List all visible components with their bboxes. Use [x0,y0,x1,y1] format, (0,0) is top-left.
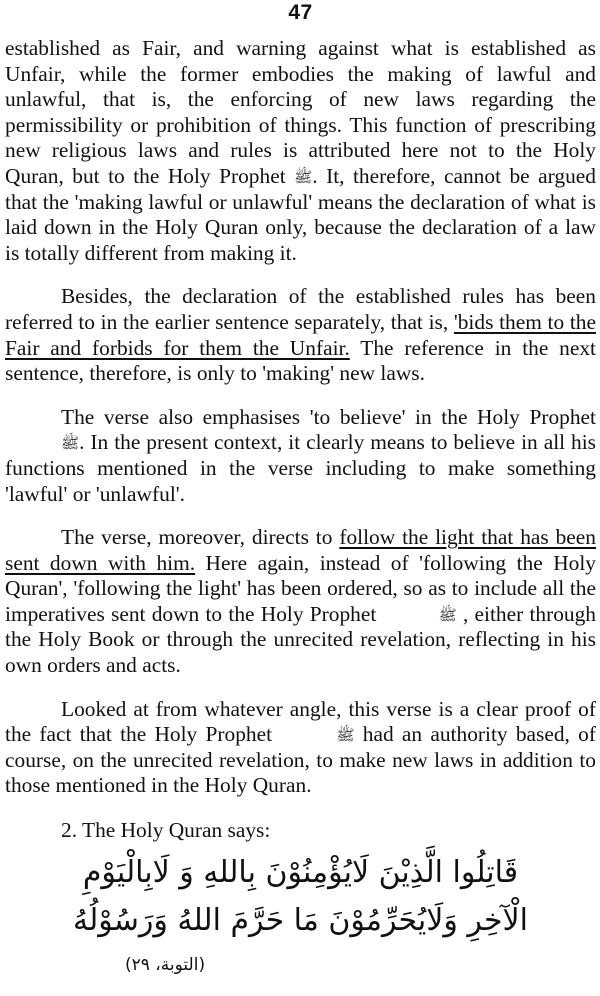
pbuh-glyph: ﷺ [294,167,313,186]
arabic-verse-line-2: الْآخِرِ وَلَايُحَرِّمُوْنَ مَا حَرَّمَ اللهُ وَرَسُوْلُهُ [73,903,528,939]
paragraph-5-text-b: had an authority based, of course, on the unrecited revelation, to make new laws in addition to those mentioned in the Holy Quran. [5,722,596,798]
arabic-verse-line-1: قَاتِلُوا الَّذِيْنَ لَايُؤْمِنُوْنَ بِاللهِ وَ لَابِالْيَوْمِ [82,855,519,891]
pbuh-glyph: ﷺ [336,726,355,745]
paragraph-1-text-a: established as Fair, and warning against what is established as Unfair, while the former embodies the making of lawful and unlawful, that is, the enforcing of new laws regarding the permissibility or prohibition of things. This function of prescribing new religious laws and rules is attributed here not to the Holy Quran, but to the Holy Prophet [5,36,596,188]
paragraph-2 [5,284,596,386]
arabic-verse [5,849,596,945]
paragraph-2-text-a: Besides, the declaration of the established rules has been referred to in the earlier sentence separately, that is, [5,284,596,334]
paragraph-1-text-b: . It, therefore, cannot be argued that the 'making lawful or unlawful' means the declaration of what is laid down in the Holy Quran only, because the declaration of a law is totally different from making it. [5,163,596,265]
page-number: 47 [288,1,313,24]
paragraph-4-text-b: Here again, instead of 'following the Holy Quran', 'following the light' has been ordered, so as to include all the imperatives sent down to the Holy Prophet [5,550,596,626]
paragraph-4-text-c: , either through the Holy Book or through the unrecited revelation, reflecting in his own orders and acts. [5,601,596,678]
paragraph-3-text-b: . In the present context, it clearly means to believe in all his functions mentioned in the verse including to make something 'lawful' or 'unlawful'. [5,430,596,506]
paragraph-4-text-a: The verse, moreover, directs to [61,525,340,550]
paragraph-5-text-a: Looked at from whatever angle, this verse is a clear proof of the fact that the Holy Prophet [5,696,596,747]
paragraph-1 [5,36,596,266]
paragraph-2-text-b: The reference in the next sentence, therefore, is only to 'making' new laws. [5,335,596,386]
verse-citation [5,953,596,977]
paragraph-5 [5,697,596,799]
pbuh-glyph: ﷺ [61,434,80,453]
pbuh-glyph: ﷺ [438,605,457,624]
paragraph-3-text-a: The verse also emphasises 'to believe' in the Holy Prophet [61,404,596,429]
paragraph-4-underlined-quote: follow the light that has been sent down with him. [5,525,596,575]
paragraph-4 [5,525,596,679]
paragraph-3 [5,405,596,507]
verse-citation-text: (التوبة، ٢٩) [125,955,206,976]
paragraph-2-underlined-quote: 'bids them to the Fair and forbids for them the Unfair. [5,309,596,360]
section-heading: 2. The Holy Quran says: [61,818,271,843]
